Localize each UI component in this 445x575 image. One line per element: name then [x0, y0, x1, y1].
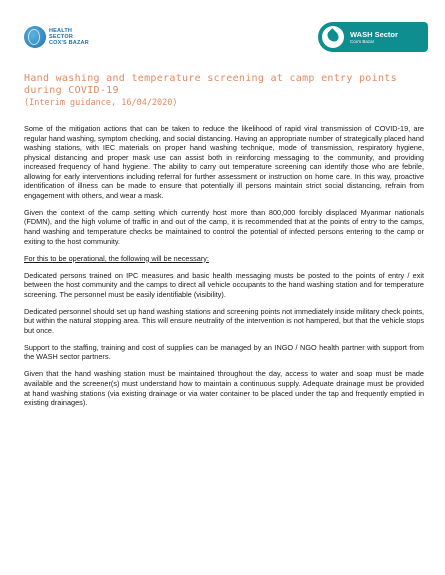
logo-line-3: COX'S BAZAR — [49, 40, 89, 46]
page-header — [0, 0, 445, 60]
paragraph-1: Some of the mitigation actions that can be taken to reduce the likelihood of rapid viral transmission of COVID-19, are regular hand washing, symptom checking, and social distancing. Having an appropriate number of strategically placed hand washing stations, with IEC materials on proper hand washing technique, mode of transmission, respiratory hygiene, physical distancing and proper mask use can assist both in reinforcing messaging to the community, and providing increased frequency of hand hygiene. The ability to carry out temperature screening can identify those who are febrile, allowing for early interventions including referral for further assessment or instruction on home care. In this way, proactive identification of illness can be made to ensure that potentially ill persons maintain strict social distancing, refrain from engagement with others, and wear a mask. — [24, 124, 424, 200]
wash-logo-subtitle: Cox's Bazar — [350, 38, 375, 44]
health-sector-logo — [24, 26, 89, 48]
paragraph-2: Given the context of the camp setting which currently host more than 800,000 forcibly displaced Myanmar nationals (FDMN), and the high volume of traffic in and out of the camp, it is recommended that at the points of entry to the camps, hand washing and temperature checks be maintained to control the potential of infected persons entering to the camp or exiting to the host community. — [24, 207, 424, 246]
paragraph-4: Dedicated persons trained on IPC measures and basic health messaging musts be posted to the points of entry / exit between the host community and the camps to direct all vehicle occupants to the hand washing station and for temperature screening. The personnel must be easily identifiable (visibility). — [24, 270, 424, 299]
document-body — [24, 124, 424, 415]
document-title: Hand washing and temperature screening at camp entry points during COVID-19 — [24, 73, 397, 96]
water-drop-icon — [322, 26, 344, 48]
logo-line-1: HEALTH — [49, 28, 73, 34]
wash-logo-title: WASH Sector — [350, 29, 398, 39]
document-subtitle: (Interim guidance, 16/04/2020) — [24, 98, 178, 108]
paragraph-6: Support to the staffing, training and cost of supplies can be managed by an INGO / NGO health partner with support from the WASH sector partners. — [24, 342, 424, 362]
logo-line-2: SECTOR — [49, 34, 74, 40]
operational-heading: For this to be operational, the following will be necessary: — [24, 253, 209, 263]
paragraph-7: Given that the hand washing station must be maintained throughout the day, access to water and soap must be made available and the screener(s) must understand how to maintain a continuous supply. Adequate drainage must be provided at hand washing stations (via existing drainage or via water container to be placed under the tap and frequently emptied in existing drainages). — [24, 369, 424, 408]
health-sector-logo-text — [49, 28, 89, 46]
wash-sector-logo — [318, 22, 428, 52]
globe-icon — [24, 26, 46, 48]
paragraph-5: Dedicated personnel should set up hand washing stations and screening points not immediately inside military check points, but within the natural stopping area. This will ensure neutrality of the intervention is not hampered, but that the vehicle stops but once. — [24, 306, 424, 335]
